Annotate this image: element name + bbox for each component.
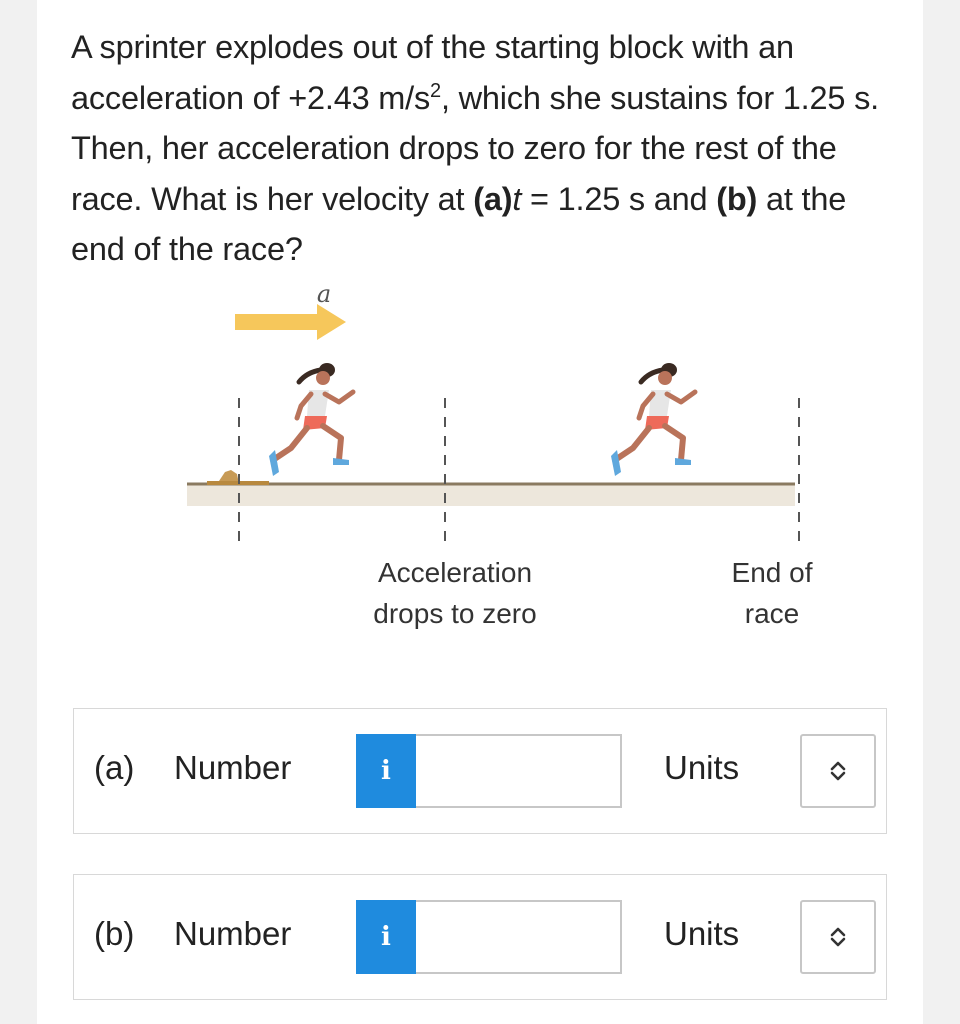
sprinter-mid [611,363,695,476]
track-shadow [187,484,795,506]
up-down-chevron-icon [828,926,848,948]
part-label: (b) [94,915,135,952]
question-text-part2: , which she sustains for 1.25 s. Then, her acceleration drops to zero for the rest of the race. What is her velocity at [71,79,879,217]
question-text [71,22,901,275]
question-page [37,0,923,1024]
time-symbol: t [512,180,522,217]
question-text-part1: A sprinter explodes out of the starting block with an acceleration of +2.43 m/s [71,29,794,116]
end-of-race-label [717,552,827,634]
units-select-b[interactable] [800,900,876,974]
acceleration-drops-label-line1: Acceleration [377,557,533,588]
end-of-race-label-line2: race [744,598,800,629]
number-label: Number [174,749,292,786]
number-input-b[interactable] [416,900,622,974]
race-diagram [147,280,807,550]
question-text-part4: at the end of the race? [71,180,847,267]
part-a-marker: (a) [473,180,513,217]
part-label: (a) [94,749,135,786]
sprinter-start [269,363,353,476]
units-label: Units [664,915,740,952]
question-text-part3: = 1.25 s and [521,180,717,217]
sprinter-figure [147,280,813,640]
acceleration-arrow [235,304,346,340]
end-of-race-label-line1: End of [731,557,813,588]
answer-row-b [73,874,887,1000]
number-input-a[interactable] [416,734,622,808]
info-button[interactable] [356,734,416,808]
info-icon: i [381,922,391,952]
part-b-marker: (b) [716,180,758,217]
exponent: 2 [430,79,441,102]
info-icon: i [381,756,391,786]
number-label: Number [174,915,292,952]
answer-row-a [73,708,887,834]
acceleration-drops-label [357,552,553,634]
acceleration-symbol: a [316,280,332,308]
units-label: Units [664,749,740,786]
up-down-chevron-icon [828,760,848,782]
units-select-a[interactable] [800,734,876,808]
acceleration-drops-label-line2: drops to zero [373,598,537,629]
info-button[interactable] [356,900,416,974]
